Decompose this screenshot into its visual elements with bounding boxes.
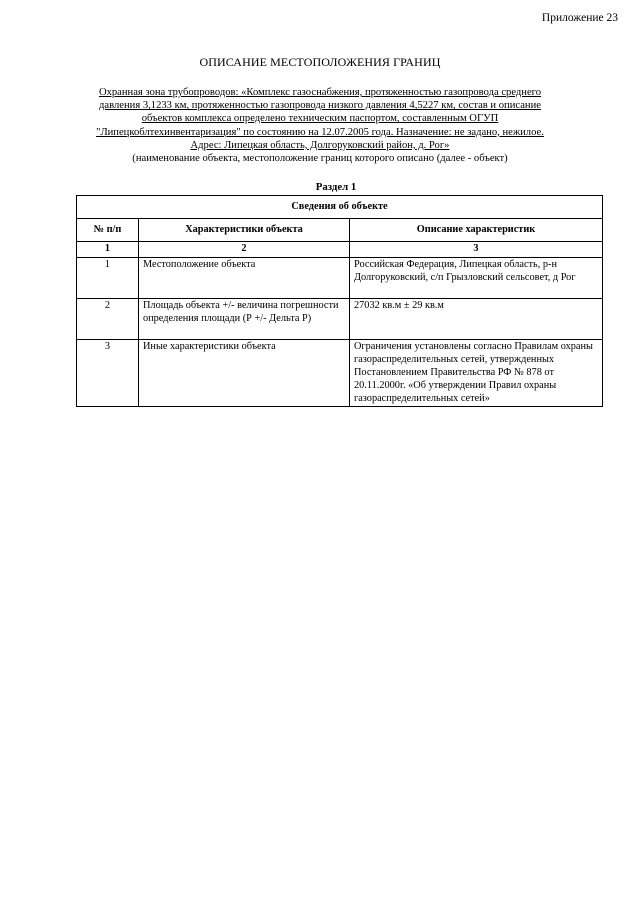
row-number: 3 bbox=[77, 339, 139, 407]
object-description-line: Охранная зона трубопроводов: «Комплекс газоснабжения, протяженностью газопровода среднего bbox=[98, 87, 542, 98]
column-number: 1 bbox=[77, 242, 139, 258]
section-title: Раздел 1 bbox=[315, 181, 357, 193]
object-info-table bbox=[76, 195, 603, 407]
document-title: ОПИСАНИЕ МЕСТОПОЛОЖЕНИЯ ГРАНИЦ bbox=[199, 55, 441, 69]
object-description-line: объектов комплекса определено техническим паспортом, составленным ОГУП bbox=[141, 113, 499, 125]
column-header-number: № п/п bbox=[77, 219, 139, 242]
row-description: Российская Федерация, Липецкая область, р-н Долгоруковский, с/п Грызловский сельсовет, д Рог bbox=[350, 257, 603, 298]
table-title: Сведения об объекте bbox=[77, 196, 603, 219]
row-description: 27032 кв.м ± 29 кв.м bbox=[350, 298, 603, 339]
column-number: 3 bbox=[350, 242, 603, 258]
row-characteristic: Площадь объекта +/- величина погрешности определения площади (Р +/- Дельта Р) bbox=[139, 298, 350, 339]
table-row bbox=[77, 257, 603, 298]
table-header-row bbox=[77, 219, 603, 242]
object-description-caption: (наименование объекта, местоположение границ которого описано (далее - объект) bbox=[132, 153, 508, 165]
table-title-row bbox=[77, 196, 603, 219]
row-description: Ограничения установлены согласно Правилам охраны газораспределительных сетей, утвержденных Постановлением Правительства РФ № 878 от 20.11.2000г. «Об утверждении Правил охраны газораспределительных сетей» bbox=[350, 339, 603, 407]
object-description bbox=[60, 86, 580, 165]
column-header-description: Описание характеристик bbox=[350, 219, 603, 242]
column-header-characteristic: Характеристики объекта bbox=[139, 219, 350, 242]
row-number: 1 bbox=[77, 257, 139, 298]
row-number: 2 bbox=[77, 298, 139, 339]
table-row bbox=[77, 339, 603, 407]
column-numbers-row bbox=[77, 242, 603, 258]
table-row bbox=[77, 298, 603, 339]
object-description-line: "Липецкоблтехинвентаризация" по состоянию на 12.07.2005 года. Назначение: не задано, нежилое. bbox=[96, 126, 544, 138]
column-number: 2 bbox=[139, 242, 350, 258]
object-description-line: Адрес: Липецкая область, Долгоруковский район, д. Рог» bbox=[190, 139, 450, 151]
appendix-label: Приложение 23 bbox=[541, 12, 618, 24]
row-characteristic: Местоположение объекта bbox=[139, 257, 350, 298]
object-description-line: давления 3,1233 км, протяженностью газопровода низкого давления 4,5227 км, состав и описание bbox=[99, 100, 541, 112]
row-characteristic: Иные характеристики объекта bbox=[139, 339, 350, 407]
